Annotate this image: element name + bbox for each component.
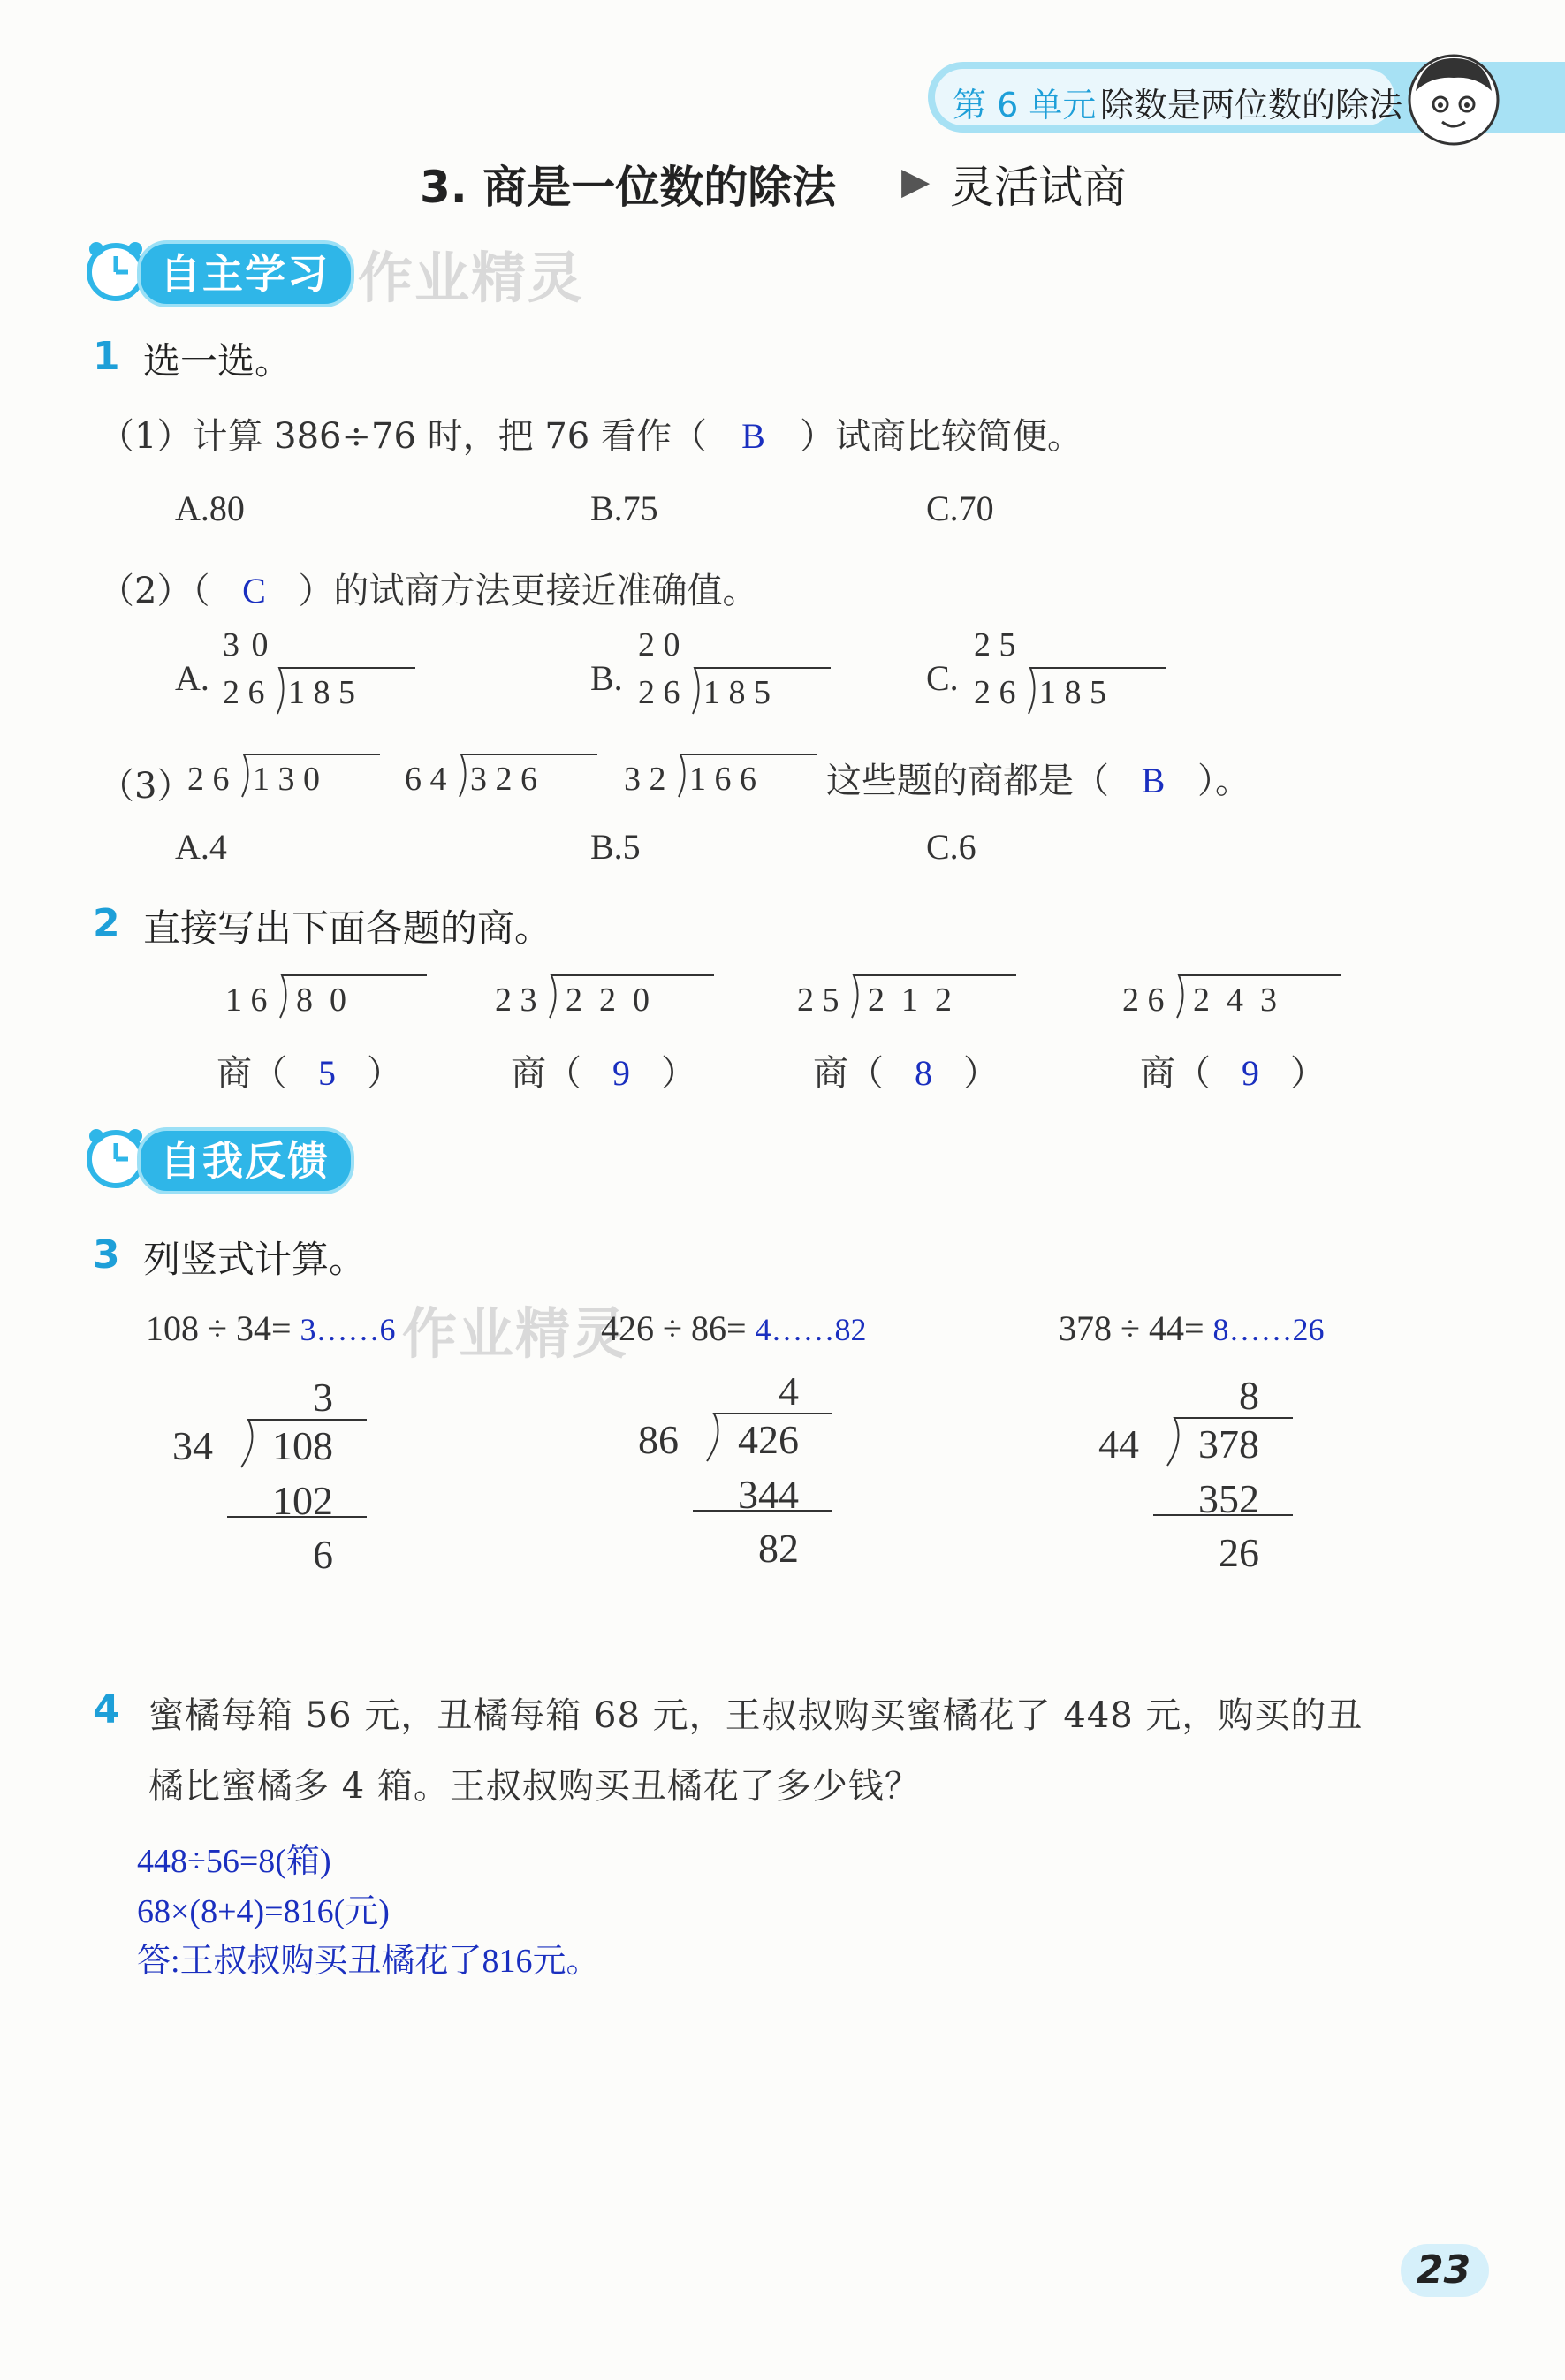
q4-line-1: 蜜橘每箱 56 元，丑橘每箱 68 元，王叔叔购买蜜橘花了 448 元，购买的丑	[148, 1695, 1364, 1736]
dividend: 2 4 3	[1193, 982, 1277, 1019]
q1-p1-text: （1）计算 386÷76 时，把 76 看作（ B ）试商比较简便。	[99, 416, 1083, 457]
divisor: 2 6	[974, 674, 1016, 711]
divisor: 2 6	[1122, 982, 1165, 1019]
question-title: 直接写出下面各题的商。	[143, 906, 552, 950]
vertical-division-3	[1098, 1372, 1293, 1584]
answer-blank: B	[741, 416, 765, 456]
question-number: 4	[93, 1687, 120, 1732]
lesson-subtitle: 灵活试商	[950, 162, 1127, 213]
remainder: 82	[758, 1526, 799, 1571]
section-title: 自主学习	[137, 240, 354, 307]
watermark: 作业精灵	[402, 1301, 629, 1366]
divisor: 3 2	[624, 761, 666, 798]
q2-division-4	[1122, 970, 1352, 1023]
divisor: 34	[172, 1423, 213, 1468]
dividend: 2 1 2	[868, 982, 952, 1019]
option-a-division	[175, 625, 422, 723]
answer-blank: B	[1141, 761, 1166, 800]
q2-division-1	[225, 970, 446, 1023]
quotient: 3	[313, 1375, 333, 1420]
play-arrow-icon: ▶	[901, 159, 931, 202]
quotient: 8	[1239, 1373, 1259, 1418]
divisor: 1 6	[225, 982, 268, 1019]
quotient: 3 0	[223, 626, 270, 663]
dividend: 3 2 6	[470, 761, 537, 798]
lesson-title: 3. 商是一位数的除法	[420, 162, 837, 213]
page-number: 23	[1401, 2244, 1489, 2297]
divisor: 6 4	[405, 761, 447, 798]
solution-answer: 答:王叔叔购买丑橘花了816元。	[137, 1943, 600, 1980]
quotient: 2 0	[638, 626, 680, 663]
option-a: A.4	[175, 827, 227, 867]
dividend: 1 8 5	[703, 674, 771, 711]
watermark: 作业精灵	[358, 246, 585, 310]
question-number: 3	[93, 1232, 120, 1277]
solution-line-1: 448÷56=8(箱)	[137, 1843, 331, 1880]
dividend: 1 3 0	[253, 761, 320, 798]
vertical-division-1	[172, 1374, 367, 1586]
product: 344	[738, 1472, 799, 1517]
question-title: 列竖式计算。	[143, 1238, 367, 1281]
q3-expression-2: 426 ÷ 86= 4……82	[601, 1308, 867, 1348]
divisor: 2 3	[495, 982, 537, 1019]
option-b: B.5	[590, 827, 641, 867]
option-label: C.	[926, 658, 959, 698]
dividend: 2 2 0	[566, 982, 650, 1019]
quotient: 4	[779, 1368, 799, 1414]
dividend: 1 8 5	[288, 674, 355, 711]
answer: 4……82	[755, 1312, 867, 1347]
answer-blank: C	[242, 571, 266, 610]
question-number: 1	[93, 334, 120, 379]
quotient-blank-3: 商（ 8 ）	[813, 1053, 999, 1094]
dividend: 1 6 6	[689, 761, 756, 798]
q2-division-2	[495, 970, 725, 1023]
p3-division-1	[187, 747, 391, 800]
remainder: 26	[1219, 1530, 1259, 1575]
remainder: 6	[313, 1532, 333, 1577]
q1-p2-text: （2）（ C ）的试商方法更接近准确值。	[99, 571, 758, 611]
solution-line-2: 68×(8+4)=816(元)	[137, 1893, 390, 1930]
quotient-blank-4: 商（ 9 ）	[1140, 1053, 1326, 1094]
vertical-division-2	[638, 1368, 832, 1580]
q3-expression-1: 108 ÷ 34= 3……6	[146, 1308, 396, 1348]
divisor: 2 6	[223, 674, 265, 711]
unit-label: 第 6 单元	[953, 86, 1097, 125]
section-banner-self-study	[84, 237, 367, 304]
q2-division-3	[797, 970, 1027, 1023]
divisor: 44	[1098, 1421, 1139, 1467]
divisor: 2 6	[187, 761, 230, 798]
divisor: 86	[638, 1417, 679, 1462]
option-c: C.70	[926, 489, 994, 528]
question-title: 选一选。	[143, 339, 292, 383]
option-b-division	[590, 625, 838, 723]
dividend: 108	[272, 1423, 333, 1468]
unit-title: 除数是两位数的除法	[1100, 86, 1403, 125]
divisor: 2 6	[638, 674, 680, 711]
quotient: 2 5	[974, 626, 1016, 663]
quotient-blank-2: 商（ 9 ）	[511, 1053, 696, 1094]
q1-p3-prefix: （3）	[99, 766, 193, 807]
question-number: 2	[93, 901, 120, 946]
q4-line-2: 橘比蜜橘多 4 箱。王叔叔购买丑橘花了多少钱？	[148, 1766, 921, 1807]
dividend: 8 0	[296, 982, 346, 1019]
p3-division-3	[624, 747, 827, 800]
product: 352	[1198, 1476, 1259, 1521]
p3-division-2	[405, 747, 608, 800]
dividend: 1 8 5	[1039, 674, 1106, 711]
option-c-division	[926, 625, 1174, 723]
option-a: A.80	[175, 489, 245, 528]
answer: 3……6	[300, 1312, 396, 1347]
product: 102	[272, 1478, 333, 1523]
answer: 8……26	[1212, 1312, 1325, 1347]
q3-expression-3: 378 ÷ 44= 8……26	[1059, 1308, 1325, 1348]
option-label: A.	[175, 658, 209, 698]
dividend: 378	[1198, 1421, 1259, 1467]
section-title: 自我反馈	[137, 1127, 354, 1194]
section-banner-self-feedback	[84, 1124, 367, 1191]
quotient-blank-1: 商（ 5 ）	[217, 1053, 402, 1094]
divisor: 2 5	[797, 982, 839, 1019]
option-c: C.6	[926, 827, 976, 867]
mascot-icon	[1405, 51, 1502, 148]
option-label: B.	[590, 658, 623, 698]
option-b: B.75	[590, 489, 658, 528]
dividend: 426	[738, 1417, 799, 1462]
q1-p3-text: 这些题的商都是（ B ）。	[826, 761, 1250, 801]
